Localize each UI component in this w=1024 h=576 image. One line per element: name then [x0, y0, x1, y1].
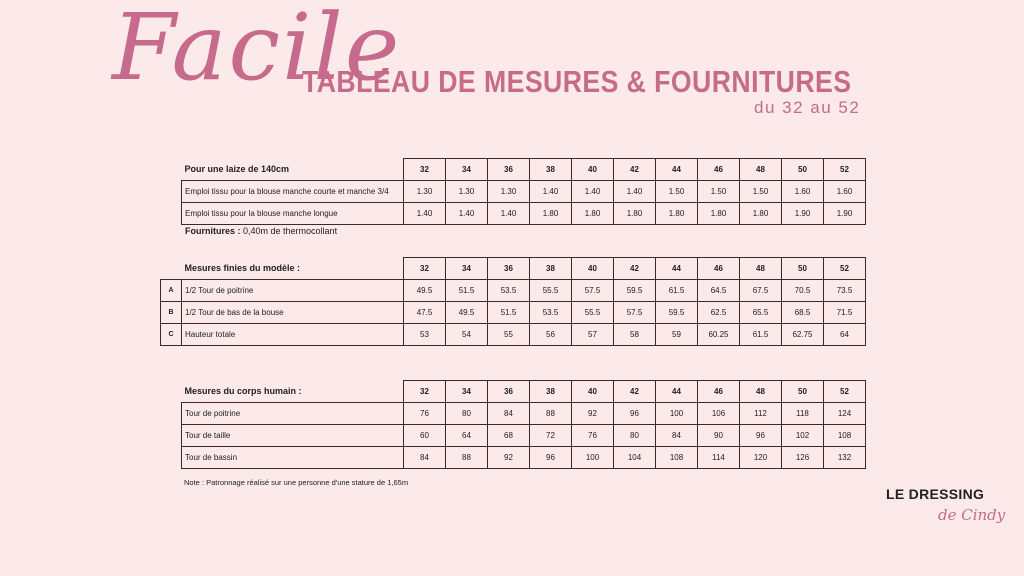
table-cell: 88: [446, 447, 488, 469]
table-cell: 1.80: [656, 203, 698, 225]
supplies-value: 0,40m de thermocollant: [243, 226, 338, 236]
table-row: [182, 203, 866, 225]
table-row: [182, 181, 866, 203]
table-row: [161, 302, 866, 324]
table-cell: 1.40: [488, 203, 530, 225]
supplies-label: Fournitures :: [185, 226, 241, 236]
size-header: 48: [740, 381, 782, 403]
table-cell: 108: [824, 425, 866, 447]
table-cell: 100: [572, 447, 614, 469]
brand-logo-text: LE DRESSING: [886, 486, 985, 502]
table-cell: 1.30: [446, 181, 488, 203]
table-cell: 55.5: [572, 302, 614, 324]
table-cell: 1.60: [824, 181, 866, 203]
table-cell: 1.90: [824, 203, 866, 225]
size-header: 36: [488, 159, 530, 181]
size-header: 52: [824, 258, 866, 280]
table-cell: 58: [614, 324, 656, 346]
table-cell: 73.5: [824, 280, 866, 302]
table-cell: 64: [446, 425, 488, 447]
size-header: 42: [614, 258, 656, 280]
row-label: Tour de bassin: [182, 447, 404, 469]
table-cell: 1.80: [698, 203, 740, 225]
table-cell: 106: [698, 403, 740, 425]
table-cell: 54: [446, 324, 488, 346]
row-label: Tour de taille: [182, 425, 404, 447]
fabric-caption: Pour une laize de 140cm: [184, 164, 290, 175]
table-cell: 71.5: [824, 302, 866, 324]
table-cell: 53: [404, 324, 446, 346]
size-header: 50: [782, 258, 824, 280]
brand-logo-script: de Cindy: [938, 506, 1006, 524]
table-cell: 118: [782, 403, 824, 425]
table-cell: 61.5: [656, 280, 698, 302]
page-title: TABLEAU DE MESURES & FOURNITURES: [302, 64, 852, 99]
table-cell: 104: [614, 447, 656, 469]
table-cell: 55.5: [530, 280, 572, 302]
size-header: 52: [824, 381, 866, 403]
table-cell: 90: [698, 425, 740, 447]
table-cell: 51.5: [446, 280, 488, 302]
size-range-subtitle: du 32 au 52: [754, 98, 861, 117]
row-letter: C: [161, 324, 182, 346]
row-letter: A: [161, 280, 182, 302]
table-cell: 1.40: [572, 181, 614, 203]
table-cell: 132: [824, 447, 866, 469]
table-cell: 1.40: [446, 203, 488, 225]
size-header: 42: [614, 381, 656, 403]
size-header: 44: [656, 159, 698, 181]
table-cell: 57.5: [614, 302, 656, 324]
table-row: [161, 324, 866, 346]
size-header: 50: [782, 159, 824, 181]
table-cell: 1.80: [740, 203, 782, 225]
table-cell: 70.5: [782, 280, 824, 302]
table-cell: 102: [782, 425, 824, 447]
table-cell: 64.5: [698, 280, 740, 302]
size-header: 34: [446, 258, 488, 280]
table-cell: 76: [404, 403, 446, 425]
size-header: 40: [572, 258, 614, 280]
table-cell: 108: [656, 447, 698, 469]
table-cell: 84: [488, 403, 530, 425]
table-cell: 62.5: [698, 302, 740, 324]
table-row: [182, 447, 866, 469]
table-cell: 100: [656, 403, 698, 425]
size-header: 46: [698, 381, 740, 403]
row-label: Hauteur totale: [182, 324, 404, 346]
table-cell: 120: [740, 447, 782, 469]
row-letter: B: [161, 302, 182, 324]
supplies-line: [185, 226, 337, 236]
table-cell: 1.80: [614, 203, 656, 225]
size-header: 38: [530, 159, 572, 181]
table-cell: 126: [782, 447, 824, 469]
table-cell: 59.5: [656, 302, 698, 324]
table-cell: 1.60: [782, 181, 824, 203]
size-header: 36: [488, 258, 530, 280]
script-title: Facile: [112, 0, 402, 101]
table-cell: 124: [824, 403, 866, 425]
table-cell: 1.80: [530, 203, 572, 225]
table-cell: 68.5: [782, 302, 824, 324]
table-cell: 1.40: [404, 203, 446, 225]
table-cell: 60: [404, 425, 446, 447]
row-label: 1/2 Tour de poitrine: [182, 280, 404, 302]
table-cell: 59: [656, 324, 698, 346]
finished-measurements-table: [160, 257, 866, 346]
body-caption: Mesures du corps humain :: [184, 386, 302, 397]
table-row: [161, 280, 866, 302]
table-cell: 61.5: [740, 324, 782, 346]
table-cell: 1.30: [404, 181, 446, 203]
table-cell: 1.40: [530, 181, 572, 203]
row-label: Emploi tissu pour la blouse manche courte et manche 3/4: [182, 181, 404, 203]
table-cell: 56: [530, 324, 572, 346]
table-cell: 88: [530, 403, 572, 425]
finished-caption: Mesures finies du modèle :: [184, 263, 301, 274]
table-cell: 49.5: [404, 280, 446, 302]
body-measurements-table: [181, 380, 866, 469]
table-cell: 59.5: [614, 280, 656, 302]
row-label: Tour de poitrine: [182, 403, 404, 425]
size-header: 34: [446, 381, 488, 403]
table-cell: 57: [572, 324, 614, 346]
size-header: 32: [404, 258, 446, 280]
size-header: 32: [404, 159, 446, 181]
table-cell: 68: [488, 425, 530, 447]
fabric-table: [181, 158, 866, 225]
table-row: [182, 425, 866, 447]
table-cell: 53.5: [488, 280, 530, 302]
table-cell: 47.5: [404, 302, 446, 324]
table-cell: 1.50: [698, 181, 740, 203]
table-cell: 57.5: [572, 280, 614, 302]
row-label: 1/2 Tour de bas de la bouse: [182, 302, 404, 324]
table-cell: 55: [488, 324, 530, 346]
table-row: [182, 403, 866, 425]
table-cell: 1.40: [614, 181, 656, 203]
size-header: 50: [782, 381, 824, 403]
table-cell: 1.80: [572, 203, 614, 225]
size-header: 38: [530, 258, 572, 280]
table-cell: 72: [530, 425, 572, 447]
size-header: 44: [656, 258, 698, 280]
size-header: 34: [446, 159, 488, 181]
table-cell: 1.50: [656, 181, 698, 203]
table-cell: 80: [614, 425, 656, 447]
table-cell: 92: [488, 447, 530, 469]
size-header: 40: [572, 381, 614, 403]
table-cell: 84: [656, 425, 698, 447]
table-cell: 67.5: [740, 280, 782, 302]
table-cell: 76: [572, 425, 614, 447]
size-header: 48: [740, 159, 782, 181]
size-header: 38: [530, 381, 572, 403]
table-cell: 65.5: [740, 302, 782, 324]
table-cell: 60.25: [698, 324, 740, 346]
table-cell: 53.5: [530, 302, 572, 324]
fabric-header-row: [182, 159, 866, 181]
table-cell: 51.5: [488, 302, 530, 324]
size-header: 44: [656, 381, 698, 403]
table-cell: 92: [572, 403, 614, 425]
table-cell: 1.50: [740, 181, 782, 203]
table-cell: 114: [698, 447, 740, 469]
table-cell: 96: [614, 403, 656, 425]
size-header: 46: [698, 258, 740, 280]
table-cell: 84: [404, 447, 446, 469]
size-header: 40: [572, 159, 614, 181]
stature-note: Note : Patronnage réalisé sur une personne d'une stature de 1,65m: [184, 478, 409, 487]
row-label: Emploi tissu pour la blouse manche longue: [182, 203, 404, 225]
body-header-row: [182, 381, 866, 403]
table-cell: 49.5: [446, 302, 488, 324]
table-cell: 80: [446, 403, 488, 425]
size-header: 42: [614, 159, 656, 181]
size-header: 32: [404, 381, 446, 403]
table-cell: 1.90: [782, 203, 824, 225]
table-cell: 1.30: [488, 181, 530, 203]
table-cell: 64: [824, 324, 866, 346]
finished-header-row: [161, 258, 866, 280]
size-header: 46: [698, 159, 740, 181]
size-header: 52: [824, 159, 866, 181]
table-cell: 112: [740, 403, 782, 425]
spacer-cell: [161, 258, 182, 280]
size-header: 36: [488, 381, 530, 403]
table-cell: 96: [740, 425, 782, 447]
table-cell: 62.75: [782, 324, 824, 346]
size-header: 48: [740, 258, 782, 280]
table-cell: 96: [530, 447, 572, 469]
